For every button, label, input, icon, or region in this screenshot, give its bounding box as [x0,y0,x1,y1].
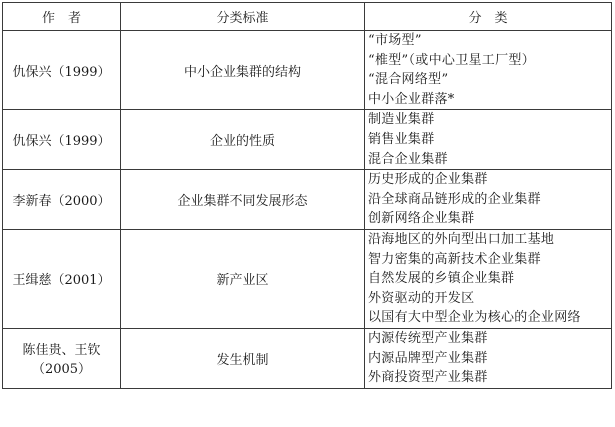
table-row [3,170,612,230]
criteria-cell: 企业的性质 [121,110,365,170]
author-cell: 仇保兴（1999） [3,31,121,110]
header-classification: 分 类 [365,3,612,31]
classification-item: 沿全球商品链形成的企业集群 [368,191,541,207]
criteria-cell: 企业集群不同发展形态 [121,170,365,230]
classification-item: 混合企业集群 [368,151,448,167]
classification-item: 内源品牌型产业集群 [368,350,488,366]
classification-item: 沿海地区的外向型出口加工基地 [368,231,555,247]
classification-cell [365,328,612,388]
classification-item: 历史形成的企业集群 [368,172,488,188]
criteria-cell: 中小企业集群的结构 [121,31,365,110]
classification-item: 以国有大中型企业为核心的企业网络 [368,310,581,326]
author-cell: 李新春（2000） [3,170,121,230]
classification-item: “椎型”（或中心卫星工厂型） [368,52,535,68]
classification-table [2,2,612,389]
author-cell: 陈佳贵、王钦（2005） [3,328,121,388]
table-row [3,328,612,388]
classification-item: 外资驱动的开发区 [368,290,475,306]
table-row [3,110,612,170]
criteria-cell: 新产业区 [121,229,365,328]
header-criteria: 分类标准 [121,3,365,31]
classification-item: 制造业集群 [368,112,435,128]
classification-item: 外商投资型产业集群 [368,370,488,386]
table-row [3,229,612,328]
classification-item: 中小企业群落* [368,91,455,107]
classification-item: “市场型” [368,33,422,48]
table-row [3,31,612,110]
classification-item: 自然发展的乡镇企业集群 [368,271,515,287]
classification-item: 销售业集群 [368,131,435,147]
table-header-row [3,3,612,31]
classification-item: 创新网络企业集群 [368,211,475,227]
header-author: 作 者 [3,3,121,31]
classification-item: “混合网络型” [368,72,449,88]
classification-cell [365,229,612,328]
classification-item: 智力密集的高新技术企业集群 [368,251,541,267]
classification-cell [365,110,612,170]
classification-item: 内源传统型产业集群 [368,330,488,346]
classification-cell [365,31,612,110]
author-cell: 仇保兴（1999） [3,110,121,170]
criteria-cell: 发生机制 [121,328,365,388]
classification-cell [365,170,612,230]
author-cell: 王缉慈（2001） [3,229,121,328]
